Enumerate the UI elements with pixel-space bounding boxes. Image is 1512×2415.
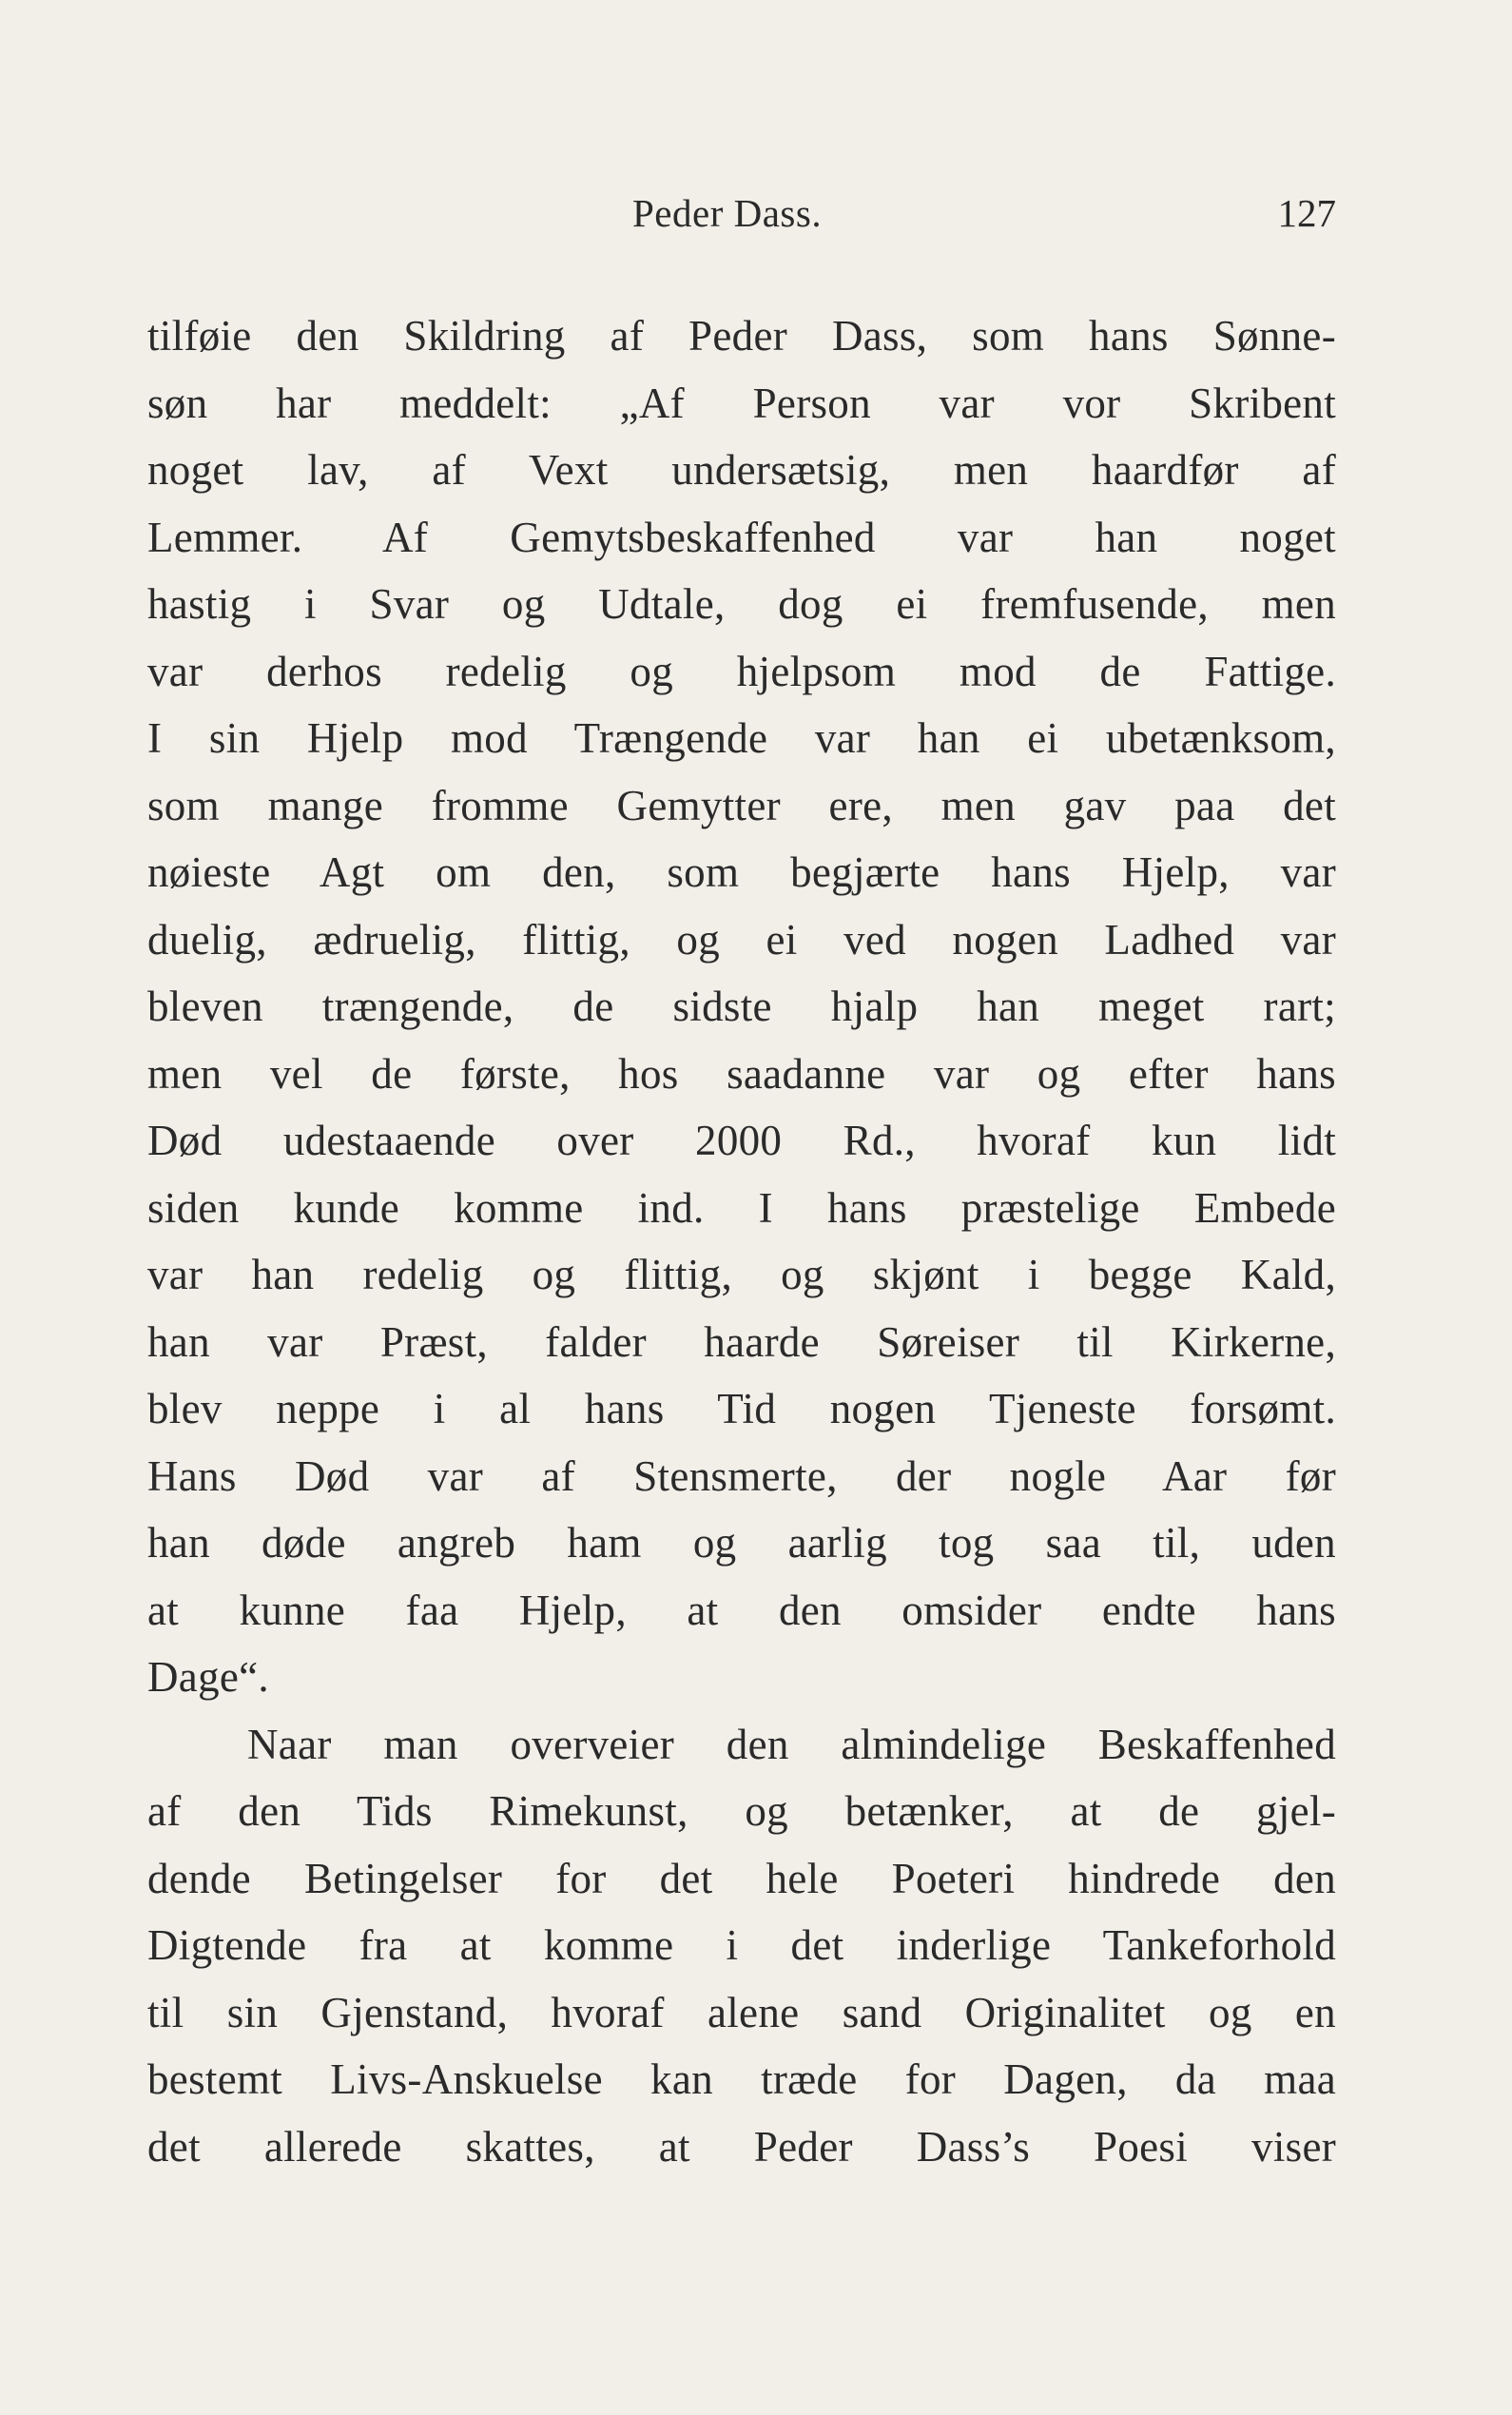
text-line: noget lav, af Vext undersætsig, men haardfør af [147,446,1336,494]
text-line: hastig i Svar og Udtale, dog ei fremfusende, men [147,580,1336,628]
body-text [147,302,1336,2180]
text-line: til sin Gjenstand, hvoraf alene sand Originalitet og en [147,1988,1336,2036]
running-head [147,190,1336,247]
text-line: det allerede skattes, at Peder Dass’s Poesi viser [147,2122,1336,2171]
text-line: at kunne faa Hjelp, at den omsider endte hans [147,1586,1336,1634]
text-line: blev neppe i al hans Tid nogen Tjeneste forsømt. [147,1385,1336,1432]
text-line: siden kunde komme ind. I hans præstelige Embede [147,1183,1336,1232]
text-line: bleven trængende, de sidste hjalp han meget rart; [147,983,1336,1030]
text-line: I sin Hjelp mod Trængende var han ei ubetænksom, [147,714,1336,762]
text-line: som mange fromme Gemytter ere, men gav paa det [147,781,1336,829]
text-line: bestemt Livs-Anskuelse kan træde for Dagen, da maa [147,2055,1336,2103]
text-line: tilføie den Skildring af Peder Dass, som hans Sønne- [147,312,1336,360]
text-line: men vel de første, hos saadanne var og efter hans [147,1049,1336,1098]
text-line: var han redelig og flittig, og skjønt i begge Kald, [147,1251,1336,1298]
text-line: søn har meddelt: „Af Person var vor Skribent [147,379,1336,427]
text-line: af den Tids Rimekunst, og betænker, at de gjel- [147,1787,1336,1835]
running-title: Peder Dass. [632,191,823,235]
text-line: Hans Død var af Stensmerte, der nogle Aar før [147,1451,1336,1500]
text-line: nøieste Agt om den, som begjærte hans Hjelp, var [147,848,1336,896]
text-line: duelig, ædruelig, flittig, og ei ved nogen Ladhed var [147,915,1336,964]
text-line: Død udestaaende over 2000 Rd., hvoraf kun lidt [147,1117,1336,1164]
text-line: han døde angreb ham og aarlig tog saa til, uden [147,1519,1336,1567]
text-line: Digtende fra at komme i det inderlige Tankeforhold [147,1921,1336,1969]
paragraph-end-line: Dage“. [147,1653,269,1701]
text-line: Lemmer. Af Gemytsbeskaffenhed var han noget [147,513,1336,561]
page-number: 127 [1277,191,1336,235]
text-line: var derhos redelig og hjelpsom mod de Fattige. [147,647,1336,695]
text-line: han var Præst, falder haarde Søreiser til Kirkerne, [147,1317,1336,1366]
text-line: dende Betingelser for det hele Poeteri hindrede den [147,1854,1336,1902]
paragraph-start-line: Naar man overveier den almindelige Beskaffenhed [247,1720,1336,1768]
